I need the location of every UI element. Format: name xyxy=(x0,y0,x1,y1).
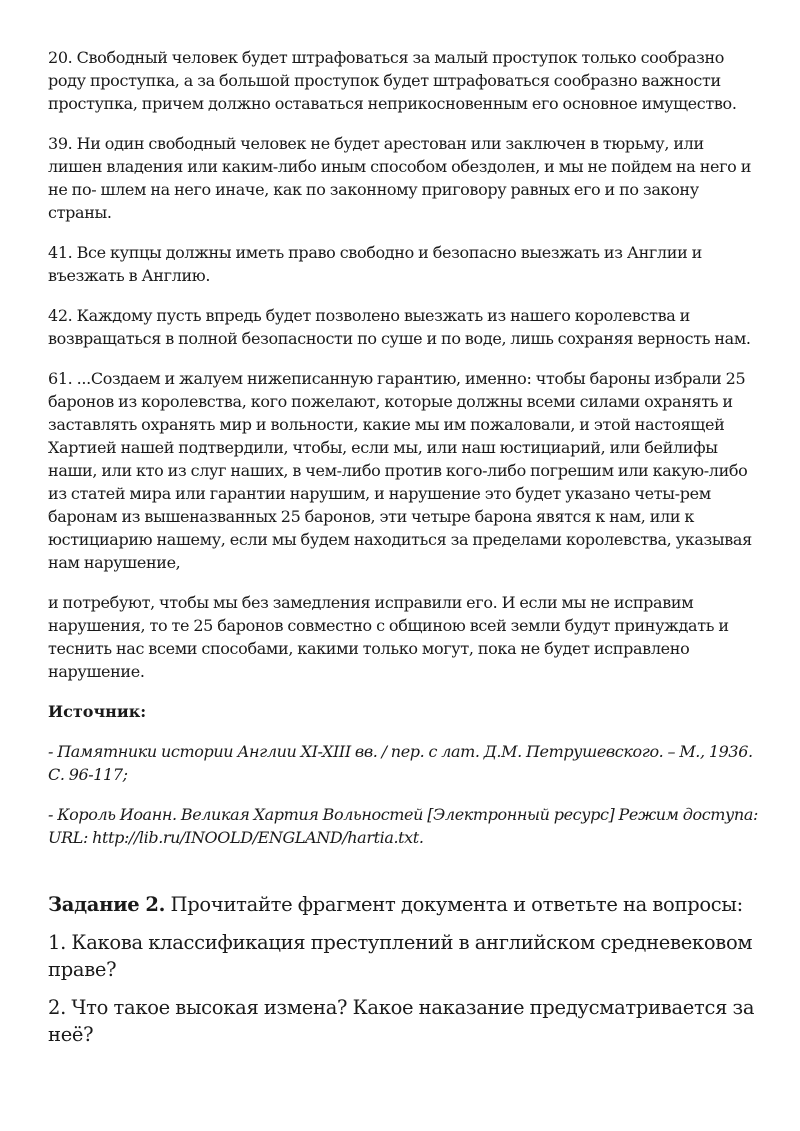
task-question-2: 2. Что такое высокая измена? Какое наказание предусматривается за неё? xyxy=(48,996,755,1046)
article-20: 20. Свободный человек будет штрафоваться за малый проступок только сообразно роду проступка, а за большой проступок будет штрафоваться сообразно важности проступка, причем должно оставаться неприкосновенным его основное имущество. xyxy=(48,48,737,113)
source-item: - Король Иоанн. Великая Хартия Вольностей [Электронный ресурс] Режим доступа: URL: http://lib.ru/INOOLD/ENGLAND/hartia.txt. xyxy=(48,805,758,847)
article-61-continuation: и потребуют, чтобы мы без замедления исправили его. И если мы не исправим нарушения, то те 25 баронов совместно с общиною всей земли будут принуждать и теснить нас всеми способами, какими только могут, пока не будет исправлено нарушение. xyxy=(48,593,729,681)
article-42: 42. Каждому пусть впредь будет позволено выезжать из нашего королевства и возвращаться в полной безопасности по суше и по воде, лишь сохраняя верность нам. xyxy=(48,306,751,348)
article-61: 61. ...Создаем и жалуем нижеписанную гарантию, именно: чтобы бароны избрали 25 баронов из королевства, кого пожелают, которые должны всеми силами охранять и заставлять охранять мир и вольности, какие мы им пожаловали, и этой настоящей Хартией нашей подтвердили, чтобы, если мы, или наш юстициарий, или бейлифы наши, или кто из слуг наших, в чем-либо против кого-либо погрешим или какую-либо из статей мира или гарантии нарушим, и нарушение это будет указано четы-рем баронам из вышеназванных 25 баронов, эти четыре барона явятся к нам, или к юстициарию нашему, если мы будем находиться за пределами королевства, указывая нам нарушение, xyxy=(48,369,752,572)
article-41: 41. Все купцы должны иметь право свободно и безопасно выезжать из Англии и въезжать в Англию. xyxy=(48,243,702,285)
task-label: Задание 2. xyxy=(48,893,166,916)
task-section xyxy=(48,891,760,1048)
document-page xyxy=(48,46,760,1059)
task-question-1: 1. Какова классификация преступлений в английском средневековом праве? xyxy=(48,931,753,981)
source-item: - Памятники истории Англии XI-XIII вв. / пер. с лат. Д.М. Петрушевского. – М., 1936. С. 96-117; xyxy=(48,742,753,784)
task-instruction: Прочитайте фрагмент документа и ответьте на вопросы: xyxy=(165,893,743,916)
task-title xyxy=(48,891,760,918)
source-heading: Источник: xyxy=(48,702,147,721)
article-39: 39. Ни один свободный человек не будет арестован или заключен в тюрьму, или лишен владения или каким-либо иным способом обездолен, и мы не пойдем на него и не по- шлем на него иначе, как по законному приговору равных его и по закону страны. xyxy=(48,134,752,222)
